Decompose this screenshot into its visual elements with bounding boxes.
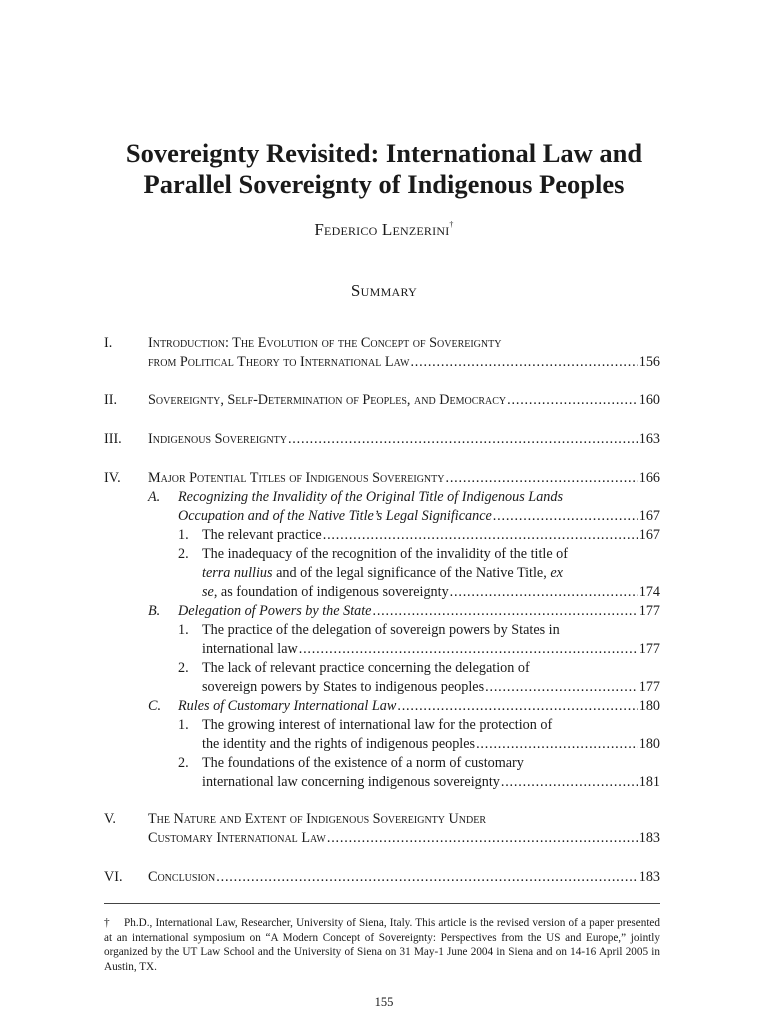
toc-entry-4a-text-2: Occupation and of the Native Title’s Legal Significance <box>178 508 492 524</box>
toc-entry-1-text-1: Introduction: The Evolution of the Concept of Sovereignty <box>148 335 502 351</box>
toc-entry-4b2-line-2[interactable] <box>202 678 660 697</box>
toc-entry-4b2-text-2: sovereign powers by States to indigenous peoples <box>202 679 485 695</box>
toc-entry-4a2-line-2[interactable] <box>202 564 660 583</box>
toc-entry-4a-page: 167 <box>638 508 660 524</box>
toc-entry-4c-page: 180 <box>638 698 660 714</box>
toc-entry-4a-line-2[interactable] <box>178 507 660 526</box>
toc-entry-4b2-page: 177 <box>638 679 660 695</box>
toc-entry-6-text-1: Conclusion <box>148 869 216 885</box>
dot-leader <box>500 773 638 792</box>
dot-leader <box>215 868 637 887</box>
toc-entry-4a-text-1: Recognizing the Invalidity of the Original Title of Indigenous Lands <box>178 489 564 505</box>
toc-entry-4a2-text-2b: and of the legal significance of the Native Title, <box>272 565 551 581</box>
toc-num-4c1: 1. <box>178 717 189 733</box>
toc-num-6: VI. <box>104 869 123 885</box>
toc-entry-5-line-2[interactable] <box>148 829 660 848</box>
toc-entry-6-line-1[interactable] <box>148 868 660 887</box>
toc-entry-1-line-2[interactable] <box>148 353 660 372</box>
toc-entry-4b-text-1: Delegation of Powers by the State <box>178 603 372 619</box>
footnote <box>104 916 660 974</box>
dot-leader <box>409 353 637 372</box>
dot-leader <box>298 640 638 659</box>
toc-num-4a1: 1. <box>178 527 189 543</box>
toc-entry-4c1-line-2[interactable] <box>202 735 660 754</box>
dot-leader <box>484 678 638 697</box>
title-line-2: Parallel Sovereignty of Indigenous Peoples <box>143 169 625 199</box>
dot-leader <box>371 602 637 621</box>
toc-entry-4c2-page: 181 <box>638 774 660 790</box>
latin-term: se <box>202 584 214 600</box>
dot-leader <box>492 507 638 526</box>
toc-num-4b: B. <box>148 603 161 619</box>
toc-entry-4a2-page: 174 <box>638 584 660 600</box>
toc-entry-4-line-1[interactable] <box>148 469 660 488</box>
toc-entry-4c1-line-1[interactable] <box>202 716 660 735</box>
toc-entry-4b1-text-2: international law <box>202 641 298 657</box>
toc-entry-2-page: 160 <box>638 392 660 408</box>
toc-entry-2-text-1: Sovereignty, Self-Determination of Peoples, and Democracy <box>148 392 507 408</box>
toc-entry-4a1-text-1: The relevant practice <box>202 527 322 543</box>
toc-num-4c: C. <box>148 698 162 714</box>
toc-entry-5-page: 183 <box>638 830 660 846</box>
toc-entry-4a2-text-2 <box>202 564 563 583</box>
footnote-divider <box>104 903 660 904</box>
dot-leader <box>322 526 638 545</box>
toc-num-2: II. <box>104 392 117 408</box>
toc-entry-4b-page: 177 <box>638 603 660 619</box>
toc-entry-4c2-line-1[interactable] <box>202 754 660 773</box>
latin-term: terra nullius <box>202 565 273 581</box>
toc-entry-3-text-1: Indigenous Sovereignty <box>148 431 287 447</box>
dot-leader <box>506 391 638 410</box>
toc-entry-4b-line-1[interactable] <box>178 602 660 621</box>
toc-entry-4b1-line-1[interactable] <box>202 621 660 640</box>
toc-entry-4c1-page: 180 <box>638 736 660 752</box>
toc-entry-4-text-1: Major Potential Titles of Indigenous Sovereignty <box>148 470 445 486</box>
page-number: 155 <box>374 995 394 1009</box>
toc-entry-4c2-text-2: international law concerning indigenous sovereignty <box>202 774 500 790</box>
toc-entry-4c-text-1: Rules of Customary International Law <box>178 698 397 714</box>
footnote-text: Ph.D., International Law, Researcher, University of Siena, Italy. This article is the revised version of a paper presented at an international symposium on “A Modern Concept of Sovereignty: Perspectives from the US and Europe,” jointly organized by the UT Law School and the University of Siena on 31 May-1 June 2004 in Siena and on 14-16 April 2005 in Austin, TX. <box>104 917 660 973</box>
footnote-mark: † <box>104 917 110 929</box>
toc-num-1: I. <box>104 335 113 351</box>
toc-entry-2-line-1[interactable] <box>148 391 660 410</box>
author-footnote-mark[interactable]: † <box>449 220 454 229</box>
dot-leader <box>287 430 638 449</box>
toc-entry-4b1-line-2[interactable] <box>202 640 660 659</box>
toc-entry-1-page: 156 <box>638 354 660 370</box>
toc-entry-4a1-line-1[interactable] <box>202 526 660 545</box>
toc-num-4c2: 2. <box>178 755 189 771</box>
toc-entry-4a-line-1[interactable] <box>178 488 660 507</box>
toc-entry-1-line-1[interactable] <box>148 334 660 353</box>
toc-entry-4a2-line-1[interactable] <box>202 545 660 564</box>
toc-entry-4b2-line-1[interactable] <box>202 659 660 678</box>
latin-term: ex <box>550 565 563 581</box>
toc-num-5: V. <box>104 811 116 827</box>
toc-entry-4a2-text-3 <box>202 583 449 602</box>
toc-entry-4c2-text-1: The foundations of the existence of a norm of customary <box>202 755 524 771</box>
toc-entry-4a1-page: 167 <box>638 527 660 543</box>
toc-num-4: IV. <box>104 470 121 486</box>
summary-heading: Summary <box>350 281 418 300</box>
toc-entry-1-text-2: from Political Theory to International Law <box>148 354 410 370</box>
toc-entry-4c1-text-1: The growing interest of international law for the protection of <box>202 717 553 733</box>
toc-entry-5-line-1[interactable] <box>148 810 660 829</box>
toc-entry-4c1-text-2: the identity and the rights of indigenous peoples <box>202 736 476 752</box>
toc-entry-4b1-page: 177 <box>638 641 660 657</box>
toc-entry-3-page: 163 <box>638 431 660 447</box>
dot-leader <box>326 829 638 848</box>
dot-leader <box>475 735 638 754</box>
toc-num-3: III. <box>104 431 122 447</box>
author-name: Federico Lenzerini <box>314 220 450 239</box>
toc-entry-4b2-text-1: The lack of relevant practice concerning the delegation of <box>202 660 530 676</box>
toc-entry-4c2-line-2[interactable] <box>202 773 660 792</box>
dot-leader <box>444 469 637 488</box>
toc-entry-5-text-1: The Nature and Extent of Indigenous Sovereignty Under <box>148 811 487 827</box>
toc-entry-6-page: 183 <box>638 869 660 885</box>
toc-entry-4-page: 166 <box>638 470 660 486</box>
toc-num-4a: A. <box>148 489 161 505</box>
dot-leader <box>449 583 638 602</box>
toc-entry-4b1-text-1: The practice of the delegation of sovereign powers by States in <box>202 622 560 638</box>
toc-num-4b1: 1. <box>178 622 189 638</box>
toc-num-4a2: 2. <box>178 546 189 562</box>
toc-entry-5-text-2: Customary International Law <box>148 830 326 846</box>
toc-num-4b2: 2. <box>178 660 189 676</box>
title-line-1: Sovereignty Revisited: International Law and <box>125 138 643 168</box>
toc-entry-4a2-text-1: The inadequacy of the recognition of the invalidity of the title of <box>202 546 569 562</box>
toc-entry-3-line-1[interactable] <box>148 430 660 449</box>
toc-entry-4a2-text-3b: , as foundation of indigenous sovereignty <box>213 584 449 600</box>
article-title <box>0 138 768 200</box>
author-line <box>0 220 768 240</box>
toc-entry-4c-line-1[interactable] <box>178 697 660 716</box>
dot-leader <box>396 697 637 716</box>
toc-entry-4a2-line-3[interactable] <box>202 583 660 602</box>
